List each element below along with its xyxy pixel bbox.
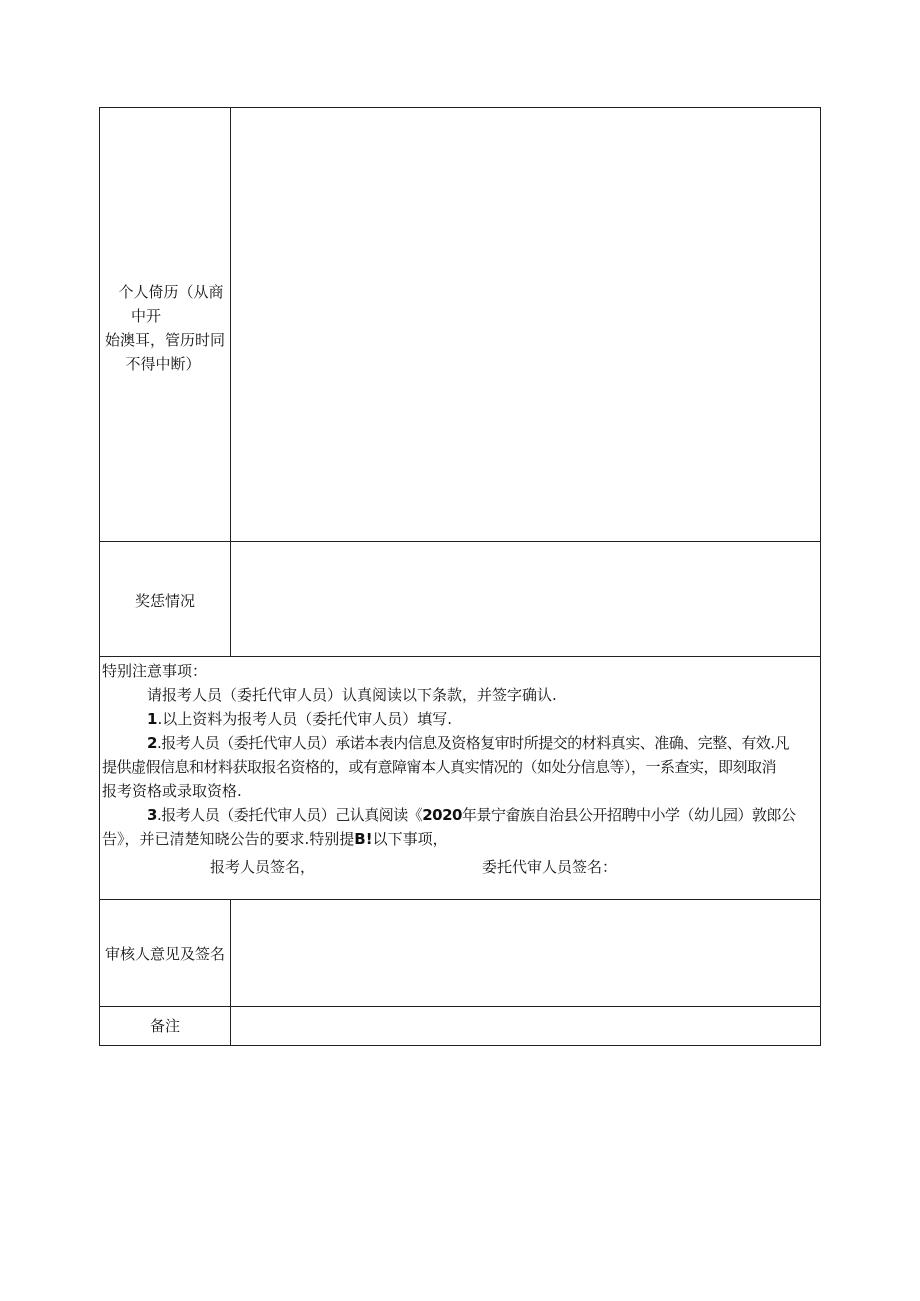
notice-item-3-number: 3 [147,806,157,824]
notice-item-3-line-1 [147,803,795,827]
notice-item-2-line-3: 报考资格或录取资格. [102,782,242,800]
notice-item-3-text-2a: 告》，并已清楚知晓公告的要求.特别提 [102,830,355,848]
awards-label-cell [100,542,231,656]
notice-item-3-bold: B! [354,830,373,848]
notice-item-1-text: .以上资料为报考人员（委托代审人员）填写. [157,710,452,728]
notice-intro: 请报考人员（委托代审人员）认真阅读以下条款，并签字确认. [147,686,557,704]
notice-section [100,657,820,900]
notice-item-1-number: 1 [147,710,158,728]
resume-label-line-1: 个人倚历（从商 [118,283,224,301]
notice-item-2-text-1: .报考人员（委托代审人员）承诺本表内信息及资格复审时所提交的材料真实、准确、完整、有效.凡 [156,734,789,752]
notice-item-3-year: 2020 [422,806,462,824]
awards-input-cell[interactable] [231,542,820,656]
remarks-label-cell [100,1007,231,1045]
notice-item-3-text-1b: 年景宁畲族自治县公开招聘中小学（幼儿园）敦郎公 [461,806,796,824]
notice-item-3-line-2 [102,827,448,851]
reviewer-input-cell[interactable] [231,900,820,1006]
notice-item-1 [147,707,452,731]
remarks-input-cell[interactable] [231,1007,820,1045]
resume-label-line-3: 始澳耳，管历时同 [104,331,225,349]
applicant-signature-label: 报考人员签名， [210,858,316,876]
awards-row [100,542,820,657]
notice-item-3-text-1a: .报考人员（委托代审人员）己认真阅读《 [156,806,423,824]
notice-item-2-line-2: 提供虚假信息和材料获取报名资格的，或有意障甯本人真实情况的（如处分信息等），一系查实，即刻取消 [102,758,777,776]
remarks-label: 备注 [149,1017,180,1035]
notice-heading: 特别注意事项： [102,662,208,680]
remarks-row [100,1007,820,1045]
notice-item-2-line-1 [147,731,789,755]
resume-label-line-4: 不得中断） [125,355,201,373]
resume-label-line-2: 中开 [130,307,161,325]
reviewer-label-cell [100,900,231,1006]
reviewer-row [100,900,820,1007]
notice-item-3-text-2b: 以下事项， [372,830,448,848]
notice-item-2-number: 2 [147,734,157,752]
delegate-signature-label: 委托代审人员签名： [482,858,618,876]
application-form [99,107,821,1046]
awards-label: 奖恁情况 [134,592,195,610]
reviewer-label: 审核人意见及签名 [104,945,225,963]
resume-input-cell[interactable] [231,108,820,541]
resume-label-cell [100,108,231,541]
resume-row [100,108,820,542]
